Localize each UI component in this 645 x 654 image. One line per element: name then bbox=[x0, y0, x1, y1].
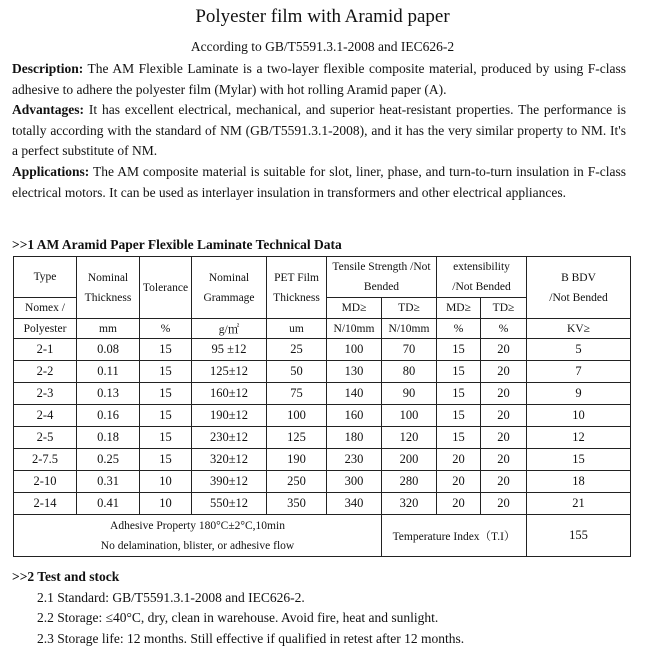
cell-td-extensibility: 20 bbox=[481, 427, 527, 449]
cell-td-tensile: 120 bbox=[382, 427, 437, 449]
temperature-index-label: Temperature Index（T.I） bbox=[382, 515, 527, 557]
header-pet-thickness: PET Film Thickness bbox=[267, 257, 327, 319]
advantages-label: Advantages: bbox=[12, 102, 85, 117]
cell-md-tensile: 130 bbox=[327, 361, 382, 383]
applications-label: Applications: bbox=[12, 164, 90, 179]
cell-type: 2-10 bbox=[14, 471, 77, 493]
table-row bbox=[14, 471, 631, 493]
cell-td-tensile: 70 bbox=[382, 339, 437, 361]
description-text: The AM Flexible Laminate is a two-layer flexible composite material, produced by using F-class adhesive to adhere the polyester film (Mylar) with hot rolling Aramid paper (A). bbox=[12, 61, 626, 97]
table-row bbox=[14, 339, 631, 361]
table-row bbox=[14, 449, 631, 471]
advantages-paragraph bbox=[12, 100, 626, 162]
cell-td-tensile: 80 bbox=[382, 361, 437, 383]
unit-td-tensile: N/10mm bbox=[382, 319, 437, 339]
cell-tolerance: 10 bbox=[140, 493, 192, 515]
header-type: Type bbox=[14, 257, 77, 298]
applications-paragraph bbox=[12, 162, 626, 203]
cell-thickness: 0.11 bbox=[77, 361, 140, 383]
advantages-text: It has excellent electrical, mechanical, and superior heat-resistant properties. The performance is totally according with the standard of NM (GB/T5591.3.1-2008), and it has the very similar property to NM. It's a perfect substitute of NM. bbox=[12, 102, 626, 159]
cell-md-tensile: 340 bbox=[327, 493, 382, 515]
cell-bdv: 7 bbox=[527, 361, 631, 383]
header-nomex: Nomex / bbox=[14, 298, 77, 319]
header-extensibility: extensibility /Not Bended bbox=[437, 257, 527, 298]
temperature-index-value: 155 bbox=[527, 515, 631, 557]
cell-td-extensibility: 20 bbox=[481, 383, 527, 405]
cell-bdv: 15 bbox=[527, 449, 631, 471]
cell-tolerance: 15 bbox=[140, 449, 192, 471]
description-label: Description: bbox=[12, 61, 84, 76]
cell-pet: 350 bbox=[267, 493, 327, 515]
unit-grammage: g/㎡ bbox=[192, 319, 267, 339]
cell-md-tensile: 140 bbox=[327, 383, 382, 405]
cell-type: 2-4 bbox=[14, 405, 77, 427]
cell-type: 2-7.5 bbox=[14, 449, 77, 471]
cell-thickness: 0.18 bbox=[77, 427, 140, 449]
cell-grammage: 230±12 bbox=[192, 427, 267, 449]
cell-md-tensile: 100 bbox=[327, 339, 382, 361]
adhesive-property-result: No delamination, blister, or adhesive flow bbox=[100, 539, 295, 552]
applications-text: The AM composite material is suitable for slot, liner, phase, and turn-to-turn insulation in F-class electrical motors. It can be used as interlayer insulation in transformers and other electrical appliances. bbox=[12, 164, 626, 200]
cell-type: 2-14 bbox=[14, 493, 77, 515]
cell-grammage: 95 ±12 bbox=[192, 339, 267, 361]
cell-tolerance: 10 bbox=[140, 471, 192, 493]
cell-md-tensile: 180 bbox=[327, 427, 382, 449]
header-tensile-strength: Tensile Strength /Not Bended bbox=[327, 257, 437, 298]
cell-thickness: 0.31 bbox=[77, 471, 140, 493]
cell-thickness: 0.08 bbox=[77, 339, 140, 361]
unit-md-tensile: N/10mm bbox=[327, 319, 382, 339]
cell-pet: 50 bbox=[267, 361, 327, 383]
header-tolerance: Tolerance bbox=[140, 257, 192, 319]
cell-bdv: 12 bbox=[527, 427, 631, 449]
cell-md-extensibility: 15 bbox=[437, 339, 481, 361]
cell-bdv: 18 bbox=[527, 471, 631, 493]
cell-td-extensibility: 20 bbox=[481, 361, 527, 383]
cell-md-extensibility: 20 bbox=[437, 471, 481, 493]
table-row bbox=[14, 493, 631, 515]
cell-grammage: 160±12 bbox=[192, 383, 267, 405]
cell-td-extensibility: 20 bbox=[481, 405, 527, 427]
header-grammage: Nominal Grammage bbox=[192, 257, 267, 319]
cell-td-tensile: 320 bbox=[382, 493, 437, 515]
section-1-heading: >>1 AM Aramid Paper Flexible Laminate Technical Data bbox=[12, 237, 342, 252]
cell-bdv: 9 bbox=[527, 383, 631, 405]
cell-type: 2-1 bbox=[14, 339, 77, 361]
cell-grammage: 190±12 bbox=[192, 405, 267, 427]
cell-md-extensibility: 15 bbox=[437, 361, 481, 383]
adhesive-property-cell bbox=[14, 515, 382, 557]
cell-md-tensile: 300 bbox=[327, 471, 382, 493]
table-row bbox=[14, 405, 631, 427]
cell-td-tensile: 280 bbox=[382, 471, 437, 493]
standard-line: According to GB/T5591.3.1-2008 and IEC626-2 bbox=[190, 39, 455, 54]
cell-bdv: 10 bbox=[527, 405, 631, 427]
table-row bbox=[14, 383, 631, 405]
unit-bdv: KV≥ bbox=[527, 319, 631, 339]
cell-grammage: 550±12 bbox=[192, 493, 267, 515]
cell-pet: 75 bbox=[267, 383, 327, 405]
cell-thickness: 0.25 bbox=[77, 449, 140, 471]
cell-type: 2-5 bbox=[14, 427, 77, 449]
cell-bdv: 21 bbox=[527, 493, 631, 515]
cell-type: 2-2 bbox=[14, 361, 77, 383]
cell-md-extensibility: 15 bbox=[437, 405, 481, 427]
cell-td-extensibility: 20 bbox=[481, 449, 527, 471]
cell-td-tensile: 90 bbox=[382, 383, 437, 405]
cell-bdv: 5 bbox=[527, 339, 631, 361]
cell-md-tensile: 230 bbox=[327, 449, 382, 471]
header-td-extensibility: TD≥ bbox=[481, 298, 527, 319]
unit-md-extensibility: % bbox=[437, 319, 481, 339]
adhesive-property-label: Adhesive Property 180°C±2°C,10min bbox=[110, 519, 285, 532]
cell-grammage: 390±12 bbox=[192, 471, 267, 493]
list-item: 2.3 Storage life: 12 months. Still effective if qualified in retest after 12 months. bbox=[37, 631, 465, 646]
header-polyester: Polyester bbox=[14, 319, 77, 339]
cell-pet: 100 bbox=[267, 405, 327, 427]
cell-thickness: 0.41 bbox=[77, 493, 140, 515]
description-paragraph bbox=[12, 59, 626, 100]
cell-tolerance: 15 bbox=[140, 339, 192, 361]
cell-tolerance: 15 bbox=[140, 427, 192, 449]
cell-pet: 125 bbox=[267, 427, 327, 449]
document-title: Polyester film with Aramid paper bbox=[195, 6, 450, 27]
cell-pet: 190 bbox=[267, 449, 327, 471]
cell-md-extensibility: 15 bbox=[437, 383, 481, 405]
cell-td-extensibility: 20 bbox=[481, 471, 527, 493]
table-row bbox=[14, 427, 631, 449]
cell-pet: 250 bbox=[267, 471, 327, 493]
cell-tolerance: 15 bbox=[140, 383, 192, 405]
list-item: 2.2 Storage: ≤40°C, dry, clean in warehouse. Avoid fire, heat and sunlight. bbox=[37, 610, 439, 625]
cell-md-extensibility: 20 bbox=[437, 493, 481, 515]
cell-td-tensile: 100 bbox=[382, 405, 437, 427]
cell-grammage: 320±12 bbox=[192, 449, 267, 471]
unit-pet: um bbox=[267, 319, 327, 339]
cell-thickness: 0.16 bbox=[77, 405, 140, 427]
header-bdv: B BDV /Not Bended bbox=[527, 257, 631, 319]
technical-data-table bbox=[13, 256, 631, 557]
header-td-tensile: TD≥ bbox=[382, 298, 437, 319]
cell-grammage: 125±12 bbox=[192, 361, 267, 383]
cell-md-extensibility: 20 bbox=[437, 449, 481, 471]
cell-tolerance: 15 bbox=[140, 361, 192, 383]
unit-thickness: mm bbox=[77, 319, 140, 339]
section-2-heading: >>2 Test and stock bbox=[12, 569, 120, 584]
cell-tolerance: 15 bbox=[140, 405, 192, 427]
cell-type: 2-3 bbox=[14, 383, 77, 405]
cell-td-extensibility: 20 bbox=[481, 493, 527, 515]
cell-td-extensibility: 20 bbox=[481, 339, 527, 361]
table-row bbox=[14, 361, 631, 383]
cell-pet: 25 bbox=[267, 339, 327, 361]
header-thickness: Nominal Thickness bbox=[77, 257, 140, 319]
cell-td-tensile: 200 bbox=[382, 449, 437, 471]
cell-md-tensile: 160 bbox=[327, 405, 382, 427]
header-md-tensile: MD≥ bbox=[327, 298, 382, 319]
unit-tolerance: % bbox=[140, 319, 192, 339]
list-item: 2.1 Standard: GB/T5591.3.1-2008 and IEC626-2. bbox=[37, 590, 305, 605]
header-md-extensibility: MD≥ bbox=[437, 298, 481, 319]
unit-td-extensibility: % bbox=[481, 319, 527, 339]
cell-md-extensibility: 15 bbox=[437, 427, 481, 449]
cell-thickness: 0.13 bbox=[77, 383, 140, 405]
